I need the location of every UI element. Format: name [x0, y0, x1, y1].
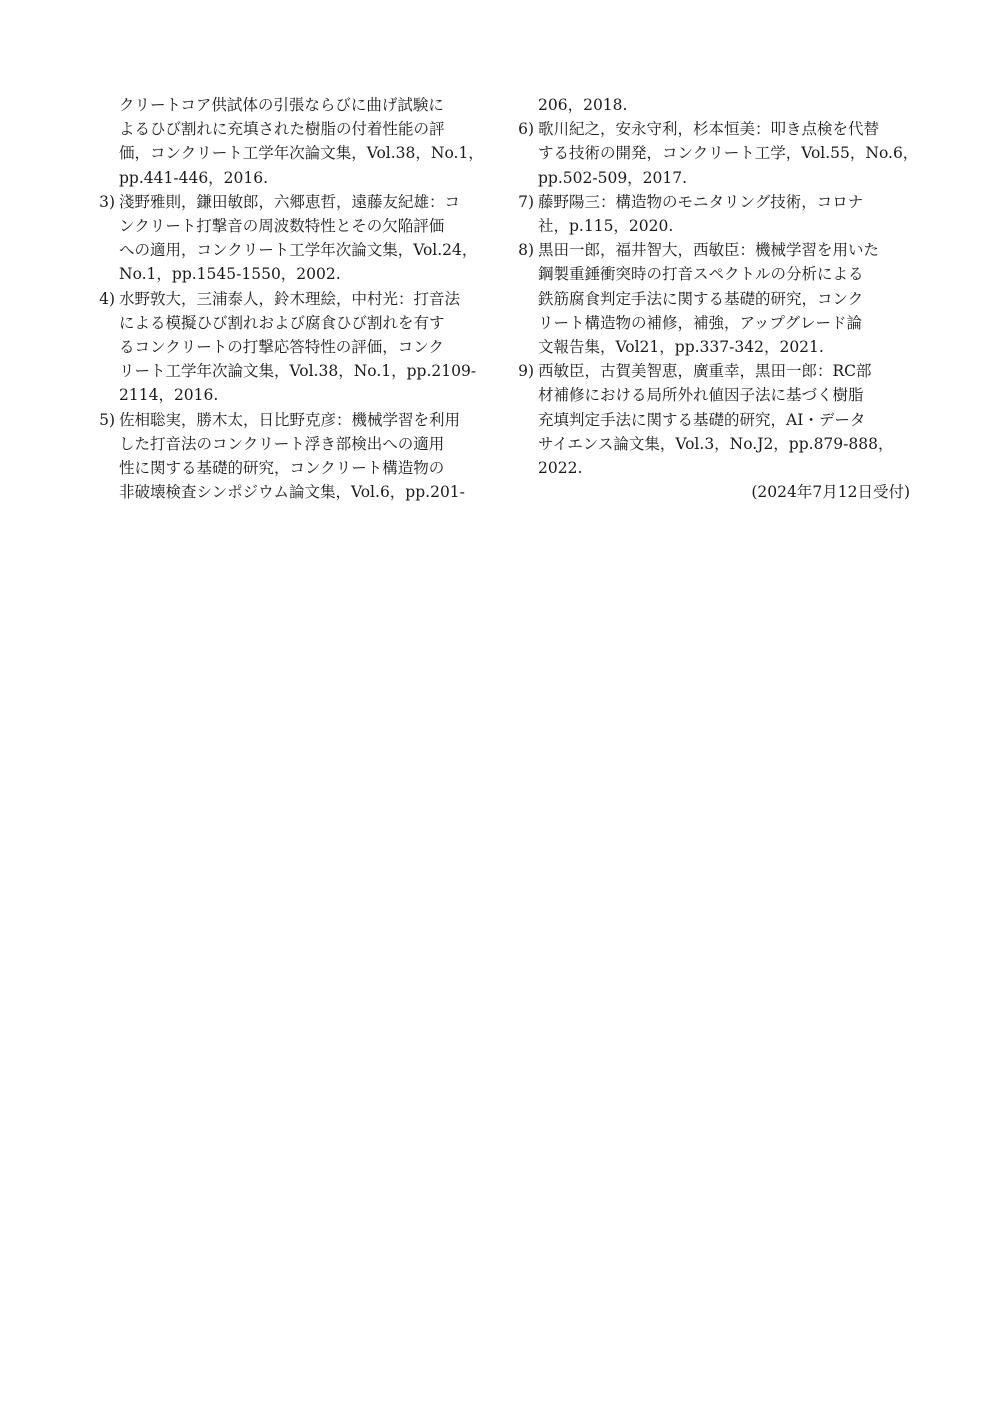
reference-line: 佐相聡実，勝木太，日比野克彦：機械学習を利用: [119, 410, 461, 429]
reference-2-continued: [91, 93, 493, 190]
reference-text: [119, 190, 493, 287]
reference-text: [538, 93, 910, 117]
reference-text: [119, 93, 493, 190]
reference-8: [510, 238, 910, 359]
reference-line: 黒田一郎，福井智大，西敏臣：機械学習を用いた: [538, 241, 880, 260]
reference-9: [510, 359, 910, 480]
references-left-column: [91, 93, 493, 504]
reference-line: 非破壊検査シンポジウム論文集，Vol.6，pp.201-: [119, 483, 465, 502]
reference-line: 鉄筋腐食判定手法に関する基礎的研究，コンク: [538, 289, 864, 308]
reference-line: による模擬ひび割れおよび腐食ひび割れを有す: [119, 313, 445, 332]
reference-line: 淺野雅則，鎌田敏郎，六郷恵哲，遠藤友紀雄：コ: [119, 192, 461, 211]
reference-line: ンクリート打撃音の周波数特性とその欠陥評価: [119, 217, 445, 236]
reference-line: リート構造物の補修，補強，アップグレード論: [538, 313, 862, 332]
reference-line: るコンクリートの打撃応答特性の評価，コンク: [119, 338, 444, 357]
reference-5-continued: [510, 93, 910, 117]
reference-line: 206，2018.: [538, 96, 628, 114]
reference-number: 7): [518, 192, 534, 211]
reference-line: 藤野陽三：構造物のモニタリング技術，コロナ: [538, 192, 864, 211]
reference-line: クリートコア供試体の引張ならびに曲げ試験に: [119, 96, 444, 114]
reference-line: 文報告集，Vol21，pp.337-342，2021.: [538, 338, 824, 357]
reference-text: [538, 359, 910, 480]
reference-3: [91, 190, 493, 287]
reference-line: 性に関する基礎的研究，コンクリート構造物の: [119, 459, 445, 478]
reference-line: pp.502-509，2017.: [538, 168, 688, 187]
reference-line: 水野敦大，三浦泰人，鈴木理絵，中村光：打音法: [119, 289, 461, 308]
reference-5: [91, 408, 493, 505]
received-date-note: (2024年7月12日受付): [751, 483, 910, 502]
reference-number: 5): [99, 410, 115, 429]
reference-line: する技術の開発，コンクリート工学，Vol.55，No.6，: [538, 144, 919, 163]
reference-number: 4): [99, 289, 115, 308]
reference-6: [510, 117, 919, 190]
reference-line: 充填判定手法に関する基礎的研究，AI・データ: [538, 410, 866, 429]
reference-line: 価，コンクリート工学年次論文集，Vol.38，No.1，: [119, 144, 484, 163]
reference-text: [538, 190, 910, 238]
reference-line: 2114，2016.: [119, 386, 219, 405]
reference-text: [119, 287, 493, 408]
reference-7: [510, 190, 910, 238]
reference-line: 歌川紀之，安永守利，杉本恒美：叩き点検を代替: [538, 120, 880, 139]
reference-line: サイエンス論文集，Vol.3，No.J2，pp.879-888，: [538, 434, 894, 453]
reference-number: 9): [518, 362, 534, 381]
reference-line: リート工学年次論文集，Vol.38，No.1，pp.2109-: [119, 362, 477, 381]
reference-line: No.1，pp.1545-1550，2002.: [119, 265, 341, 284]
reference-number: 6): [518, 120, 534, 139]
reference-line: よるひび割れに充填された樹脂の付着性能の評: [119, 120, 445, 139]
reference-line: 鋼製重錘衝突時の打音スペクトルの分析による: [538, 265, 864, 284]
reference-line: 2022.: [538, 459, 583, 478]
reference-line: した打音法のコンクリート浮き部検出への適用: [119, 434, 445, 453]
reference-line: 材補修における局所外れ値因子法に基づく樹脂: [538, 386, 864, 405]
reference-text: [538, 238, 910, 359]
reference-number: 3): [99, 192, 115, 211]
reference-line: 西敏臣，古賀美智恵，廣重幸，黒田一郎：RC部: [538, 362, 872, 381]
reference-4: [91, 287, 493, 408]
reference-number: 8): [518, 241, 534, 260]
reference-line: 社，p.115，2020.: [538, 217, 674, 236]
references-right-column: [510, 93, 919, 504]
reference-text: [119, 408, 493, 505]
reference-text: [538, 117, 919, 190]
reference-line: への適用，コンクリート工学年次論文集，Vol.24，: [119, 241, 478, 260]
reference-line: pp.441-446，2016.: [119, 168, 269, 187]
